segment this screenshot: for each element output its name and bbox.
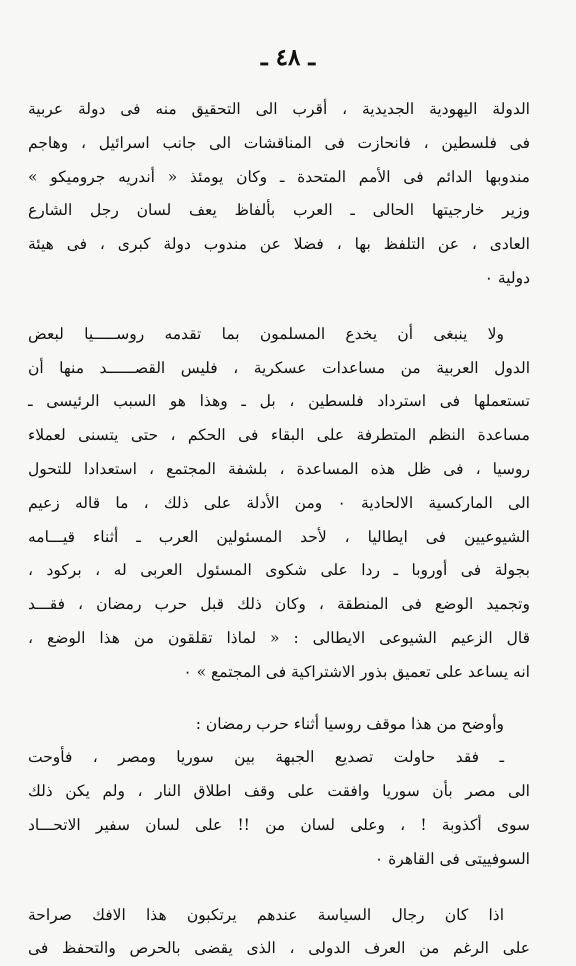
text-line: فى فلسطين ، فانحازت فى المناقشات الى جانب اسرائيل ، وهاجم <box>28 133 530 152</box>
text-line: ولا ينبغى أن يخدع المسلمون بما تقدمه روســـــيا لبعض <box>28 324 504 343</box>
text-line: بجولة فى أوروبا ـ ردا على شكوى المسئول العربى له ، بركود ، <box>28 561 530 580</box>
text-line: سوى أكذوبة ! ، وعلى لسان من !! على لسان سفير الاتحـــاد <box>28 815 530 834</box>
paragraph-4 <box>28 899 530 966</box>
text-line: مندوبها الدائم فى الأمم المتحدة ـ وكان يومئذ « أندريه جروميكو » <box>28 167 530 186</box>
text-line: الى مصر بأن سوريا وافقت على وقف اطلاق النار ، ولم يكن ذلك <box>28 782 530 801</box>
paragraph-1 <box>28 93 530 296</box>
text-line: العادى ، عن التلفظ بها ، فضلا عن مندوب دولة كبرى ، فى هيئة <box>28 235 530 254</box>
text-line: ـ فقد حاولت تصديع الجبهة بين سوريا ومصر ، فأوحت <box>28 748 504 767</box>
text-line: دولية ٠ <box>484 268 530 287</box>
body-text <box>28 93 530 966</box>
text-line: الشيوعيين فى ايطاليا ، لأحد المسئولين العرب ـ أثناء قيـــامه <box>28 527 530 546</box>
text-line: انه يساعد على تعميق بذور الاشتراكية فى المجتمع » ٠ <box>183 662 530 681</box>
text-line: الى الماركسية الالحادية ٠ ومن الأدلة على ذلك ، ما قاله زعيم <box>28 493 530 512</box>
text-line: وتجميد الوضع فى المنطقة ، وكان ذلك قبل حرب رمضان ، فقـــد <box>28 595 530 614</box>
text-line: روسيا ، فى ظل هذه المساعدة ، بلشفة المجتمع ، استعدادا للتحول <box>28 459 530 478</box>
paragraph-2 <box>28 318 530 690</box>
text-line: تستعملها فى استرداد فلسطين ، بل ـ وهذا هو السبب الرئيسى ـ <box>28 392 530 411</box>
text-line: على الرغم من العرف الدولى ، الذى يقضى بالحرص والتحفظ فى <box>28 939 530 958</box>
text-line: الدولة اليهودية الجديدية ، أقرب الى التحقيق منه فى دولة عربية <box>28 100 530 118</box>
text-line: اذا كان رجال السياسة عندهم يرتكبون هذا الافك صراحة <box>28 905 504 924</box>
text-line: وزير خارجيتها الحالى ـ العرب بألفاظ يعف لسان رجل الشارع <box>28 201 530 220</box>
text-line: وأوضح من هذا موقف روسيا أثناء حرب رمضان : <box>195 714 504 733</box>
text-line: مساعدة النظم المتطرفة على البقاء فى الحكم ، حتى يتسنى لعملاء <box>28 426 530 445</box>
text-line: الدول العربية من مساعدات عسكرية ، فليس القصــــــد منها أن <box>28 358 531 377</box>
paragraph-3 <box>28 708 530 877</box>
text-line: قال الزعيم الشيوعى الايطالى : « لماذا تقلقون من هذا الوضع ، <box>28 628 530 647</box>
page-number: ـ ٤٨ ـ <box>260 44 316 71</box>
text-line: السوفييتى فى القاهرة ٠ <box>374 849 530 868</box>
